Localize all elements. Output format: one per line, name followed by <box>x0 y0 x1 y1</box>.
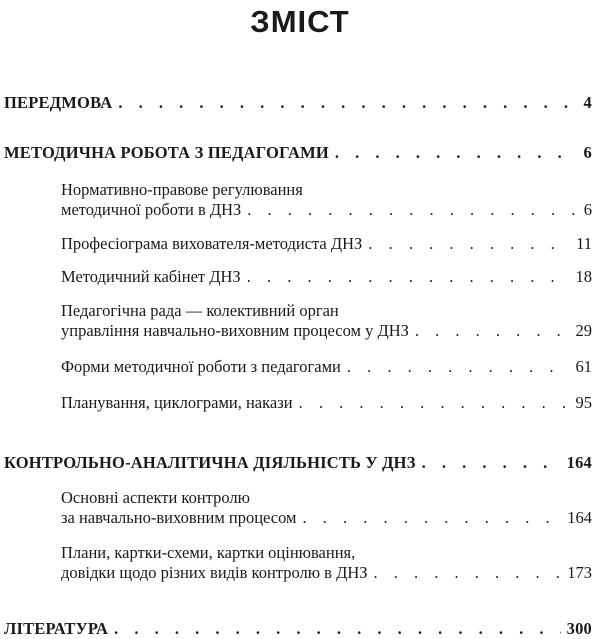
toc-entry-pedagogical-council[interactable] <box>0 320 600 341</box>
toc-entry-page: 6 <box>583 143 592 162</box>
leader-dots <box>368 233 570 254</box>
toc-entry-label: Форми методичної роботи з педагогами <box>61 357 341 376</box>
toc-entry-page: 29 <box>575 321 592 340</box>
leader-dots <box>114 618 560 639</box>
toc-entry-page: 300 <box>566 619 592 638</box>
toc-entry-label: ПЕРЕДМОВА <box>4 93 113 112</box>
toc-entry-label: КОНТРОЛЬНО-АНАЛІТИЧНА ДІЯЛЬНІСТЬ У ДНЗ <box>4 453 416 472</box>
toc-entry-page: 164 <box>567 508 592 527</box>
toc-entry-control-aspects[interactable] <box>0 507 600 528</box>
toc-entry-methodical-work[interactable] <box>0 142 600 163</box>
leader-dots <box>118 92 577 113</box>
toc-entry-professiogram[interactable] <box>0 233 600 254</box>
leader-dots <box>299 392 570 413</box>
toc-entry-label: МЕТОДИЧНА РОБОТА З ПЕДАГОГАМИ <box>4 143 329 162</box>
leader-dots <box>247 199 577 220</box>
toc-entry-line1: Нормативно-правове регулювання <box>61 180 303 199</box>
leader-dots <box>374 562 562 583</box>
toc-entry-label: за навчально-виховним процесом <box>61 508 297 527</box>
leader-dots <box>415 320 570 341</box>
toc-entry-work-forms[interactable] <box>0 356 600 377</box>
toc-entry-page: 6 <box>583 200 592 219</box>
toc-entry-label: ЛІТЕРАТУРА <box>4 619 109 638</box>
toc-entry-label: довідки щодо різних видів контролю в ДНЗ <box>61 563 368 582</box>
leader-dots <box>347 356 570 377</box>
toc-entry-label: Методичний кабінет ДНЗ <box>61 267 241 286</box>
toc-entry-page: 18 <box>575 267 592 286</box>
leader-dots <box>422 452 561 473</box>
toc-entry-page: 164 <box>566 453 592 472</box>
toc-entry-literature[interactable] <box>0 618 600 639</box>
toc-entry-regulation[interactable] <box>0 199 600 220</box>
toc-entry-label: Професіограма вихователя-методиста ДНЗ <box>61 234 363 253</box>
toc-entry-plans-cards[interactable] <box>0 562 600 583</box>
toc-entry-page: 4 <box>583 93 592 112</box>
toc-entry-line1: Педагогічна рада — колективний орган <box>61 301 339 320</box>
page-title: ЗМІСТ <box>250 4 350 39</box>
toc-entry-page: 173 <box>567 563 592 582</box>
toc-entry-planning[interactable] <box>0 392 600 413</box>
leader-dots <box>335 142 578 163</box>
toc-entry-page: 11 <box>576 234 592 253</box>
toc-entry-control-analytics[interactable] <box>0 452 600 473</box>
toc-entry-page: 95 <box>575 393 592 412</box>
toc-entry-label: методичної роботи в ДНЗ <box>61 200 242 219</box>
toc-entry-label: управління навчально-виховним процесом у ДНЗ <box>61 321 409 340</box>
toc-entry-line1: Основні аспекти контролю <box>61 488 250 507</box>
toc-entry-methodical-cabinet[interactable] <box>0 266 600 287</box>
toc-entry-line1: Плани, картки-схеми, картки оцінювання, <box>61 543 356 562</box>
toc-entry-label: Планування, циклограми, накази <box>61 393 293 412</box>
leader-dots <box>303 507 562 528</box>
toc-entry-page: 61 <box>575 357 592 376</box>
toc-entry-foreword[interactable] <box>0 92 600 113</box>
leader-dots <box>247 266 570 287</box>
